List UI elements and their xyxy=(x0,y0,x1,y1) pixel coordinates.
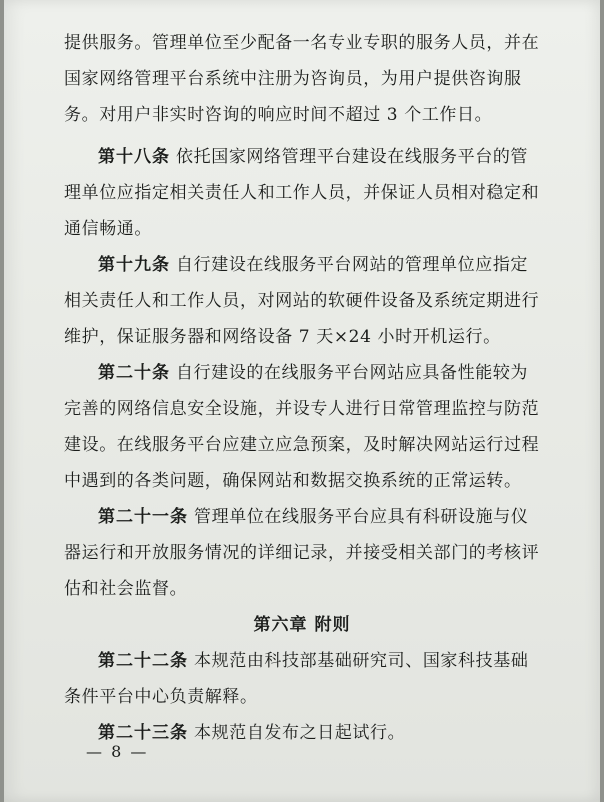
text-line: 维护，保证服务器和网络设备 7 天×24 小时开机运行。 xyxy=(64,327,501,347)
text-line: 完善的网络信息安全设施，并设专人进行日常管理监控与防范 xyxy=(64,399,540,419)
text-line: 提供服务。管理单位至少配备一名专业专职的服务人员，并在 xyxy=(64,33,540,53)
article-18-title: 第十八条 xyxy=(98,147,170,167)
article-18-first-line xyxy=(64,146,556,168)
article-22-first-line xyxy=(64,650,556,672)
article-22-title: 第二十二条 xyxy=(98,651,188,671)
text-line: 本规范自发布之日起试行。 xyxy=(194,723,406,743)
article-21-title: 第二十一条 xyxy=(98,507,188,527)
text-line: 通信畅通。 xyxy=(64,219,152,239)
article-23-title: 第二十三条 xyxy=(98,723,188,743)
article-19-title: 第十九条 xyxy=(98,255,170,275)
text-line: 国家网络管理平台系统中注册为咨询员，为用户提供咨询服 xyxy=(64,69,522,89)
text-line: 建设。在线服务平台应建立应急预案，及时解决网站运行过程 xyxy=(64,435,540,455)
article-21-first-line xyxy=(64,506,556,528)
text-line: 自行建设在线服务平台网站的管理单位应指定 xyxy=(176,255,529,275)
page-number: — 8 — xyxy=(86,742,149,761)
text-line: 中遇到的各类问题，确保网站和数据交换系统的正常运转。 xyxy=(64,471,522,491)
chapter-heading: 第六章 附则 xyxy=(253,615,351,635)
text-line: 本规范由科技部基础研究司、国家科技基础 xyxy=(194,651,529,671)
text-line: 理单位应指定相关责任人和工作人员，并保证人员相对稳定和 xyxy=(64,183,540,203)
text-line: 估和社会监督。 xyxy=(64,579,188,599)
article-23-first-line xyxy=(64,722,556,744)
text-line: 管理单位在线服务平台应具有科研设施与仪 xyxy=(194,507,529,527)
text-line: 自行建设的在线服务平台网站应具备性能较为 xyxy=(176,363,529,383)
text-line: 依托国家网络管理平台建设在线服务平台的管 xyxy=(176,147,529,167)
article-19-first-line xyxy=(64,254,556,276)
text-line: 务。对用户非实时咨询的响应时间不超过 3 个工作日。 xyxy=(64,105,493,125)
document-page xyxy=(4,0,600,802)
text-line: 相关责任人和工作人员，对网站的软硬件设备及系统定期进行 xyxy=(64,291,540,311)
text-line: 条件平台中心负责解释。 xyxy=(64,687,258,707)
article-20-first-line xyxy=(64,362,556,384)
text-line: 器运行和开放服务情况的详细记录，并接受相关部门的考核评 xyxy=(64,543,540,563)
article-20-title: 第二十条 xyxy=(98,363,170,383)
